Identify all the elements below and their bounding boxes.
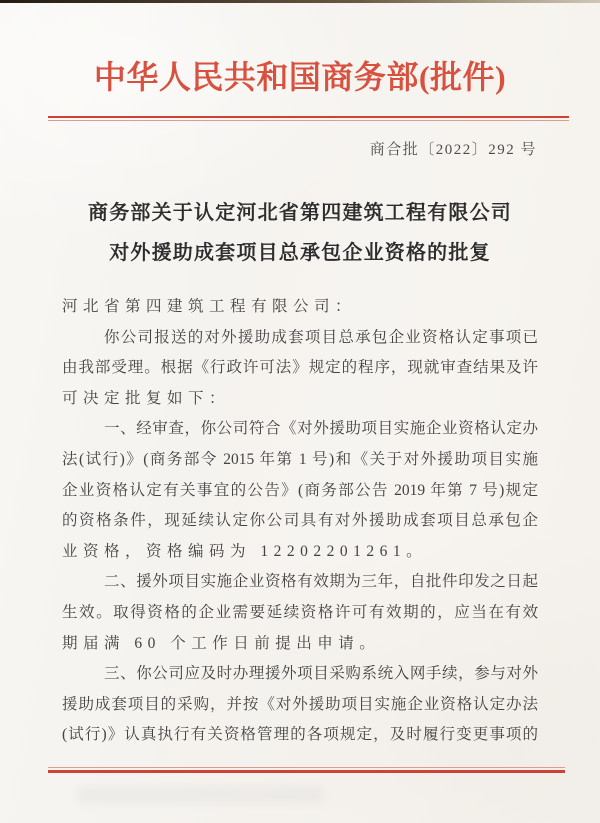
body-line-item-1: 一、经审查，你公司符合《对外援助项目实施企业资格认定办 [104, 420, 538, 438]
document-title-line2: 对外援助成套项目总承包企业资格的批复 [109, 242, 491, 264]
body-line-salutation: 河北省第四建筑工程有限公司： [62, 298, 357, 315]
body-line: 由我部受理。根据《行政许可法》规定的程序，现就审查结果及许 [62, 359, 538, 377]
body-line: 期届满 60 个工作日前提出申请。 [62, 634, 381, 652]
body-line-item-2: 二、援外项目实施企业资格有效期为三年，自批件印发之日起 [104, 573, 538, 591]
letterhead-agency-title: 中华人民共和国商务部(批件) [93, 59, 507, 95]
document-reference-number: 商合批〔2022〕292 号 [369, 142, 537, 158]
body-line: 业资格，资格编码为 12202201261。 [62, 542, 428, 560]
body-line: 生效。取得资格的企业需要延续资格许可有效期的，应当在有效 [62, 603, 538, 621]
letterhead-bottom-rule [48, 767, 565, 773]
body-line: 援助成套项目的采购，并按《对外援助项目实施企业资格认定办法 [62, 695, 538, 713]
document-body [62, 292, 538, 751]
rule-thin-line [48, 120, 569, 121]
letterhead-top-rule [48, 116, 569, 121]
ink-bleedthrough-artifact [78, 786, 323, 804]
rule-thin-line [48, 767, 565, 768]
body-line: 你公司报送的对外援助成套项目总承包企业资格认定事项已 [104, 328, 538, 346]
body-line: (试行)》认真执行有关资格管理的各项规定，及时履行变更事项的 [62, 726, 538, 744]
body-line: 法(试行)》(商务部令 2015 年第 1 号)和《关于对外援助项目实施 [62, 450, 538, 468]
document-title [40, 193, 560, 273]
body-line-item-3: 三、你公司应及时办理援外项目采购系统入网手续，参与对外 [104, 665, 538, 683]
body-line: 企业资格认定有关事宜的公告》(商务部公告 2019 年第 7 号)规定 [62, 481, 538, 499]
scan-edge [0, 0, 600, 3]
document-title-line1: 商务部关于认定河北省第四建筑工程有限公司 [88, 202, 512, 224]
rule-thick-line [48, 770, 565, 773]
body-line: 可决定批复如下： [62, 389, 231, 407]
rule-thick-line [48, 116, 569, 118]
body-line: 的资格条件，现延续认定你公司具有对外援助成套项目总承包企 [62, 512, 538, 530]
